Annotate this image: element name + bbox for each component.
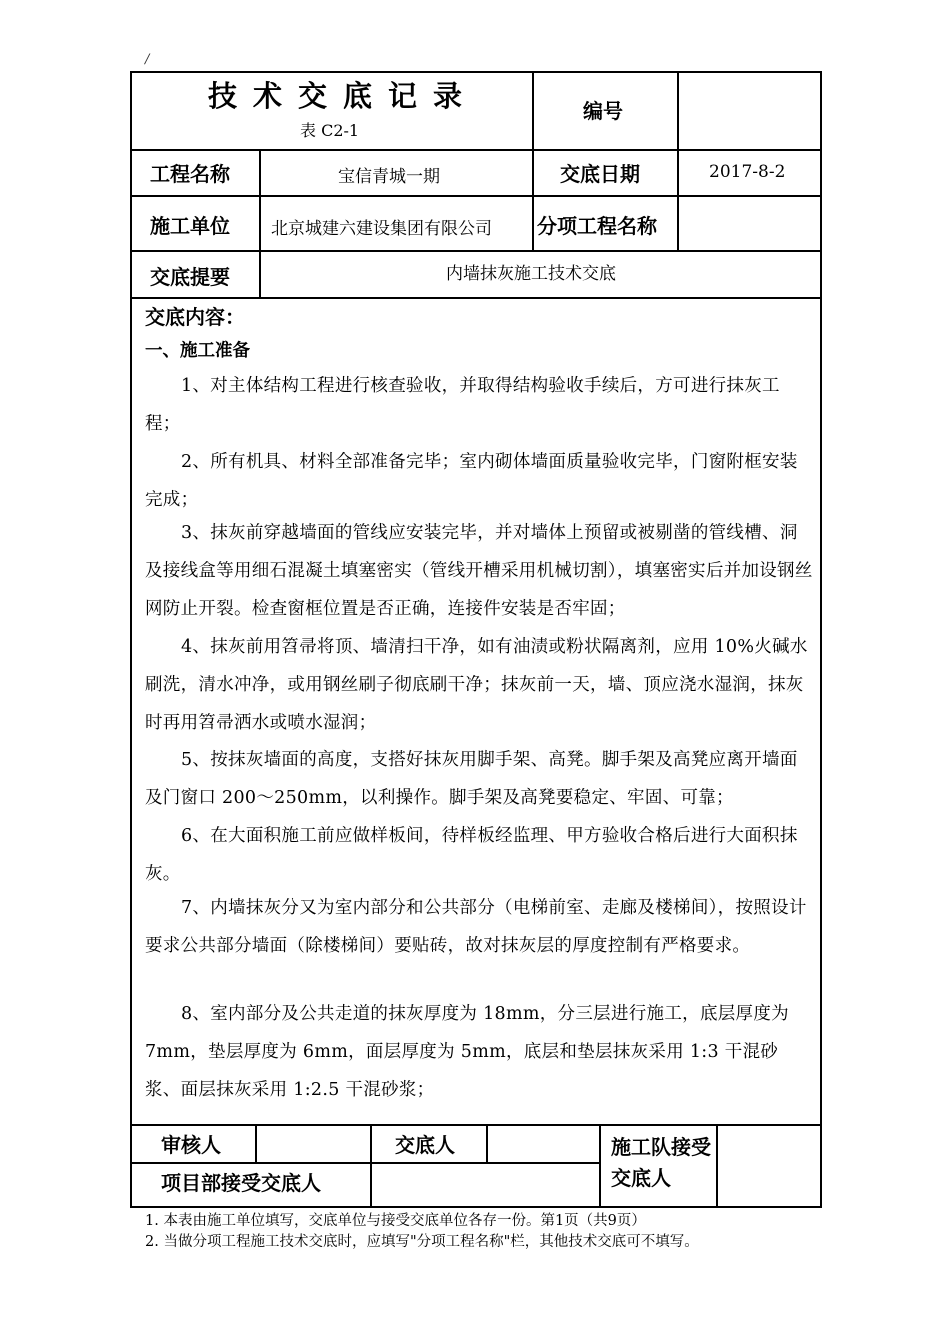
contractor-value: 北京城建六建设集团有限公司 bbox=[271, 219, 492, 239]
section-heading: 一、施工准备 bbox=[145, 341, 250, 361]
corner-mark: / bbox=[145, 52, 150, 67]
project-name-value: 宝信青城一期 bbox=[338, 167, 440, 187]
number-label: 编号 bbox=[583, 99, 623, 123]
summary-value: 内墙抹灰施工技术交底 bbox=[446, 264, 616, 284]
paragraph-6: 6、在大面积施工前应做样板间，待样板经监理、甲方验收合格后进行大面积抹灰。 bbox=[145, 826, 798, 884]
paragraph-3: 3、抹灰前穿越墙面的管线应安装完毕，并对墙体上预留或被剔凿的管线槽、洞及接线盒等用细石混凝土填塞密实（管线开槽采用机械切割），填塞密实后并加设钢丝网防止开裂。检查窗框位置是否正确，连接件安装是否牢固； bbox=[145, 523, 813, 619]
paragraph-1: 1、对主体结构工程进行核查验收，并取得结构验收手续后，方可进行抹灰工程； bbox=[145, 376, 780, 434]
paragraph-5: 5、按抹灰墙面的高度，支搭好抹灰用脚手架、高凳。脚手架及高凳应离开墙面及门窗口 200～250mm，以利操作。脚手架及高凳要稳定、牢固、可靠； bbox=[145, 750, 798, 808]
team-label: 施工队接受交底人 bbox=[611, 1135, 711, 1190]
project-name-label: 工程名称 bbox=[150, 162, 230, 186]
date-value: 2017-8-2 bbox=[709, 162, 786, 182]
note-2: 2. 当做分项工程施工技术交底时，应填写"分项工程名称"栏，其他技术交底可不填写。 bbox=[145, 1234, 699, 1250]
presenter-label: 交底人 bbox=[395, 1133, 455, 1157]
dept-label: 项目部接受交底人 bbox=[161, 1171, 321, 1195]
contractor-label: 施工单位 bbox=[150, 214, 230, 238]
paragraph-8: 8、室内部分及公共走道的抹灰厚度为 18mm，分三层进行施工，底层厚度为 7mm，垫层厚度为 6mm，面层厚度为 5mm，底层和垫层抹灰采用 1:3 干混砂浆、面层抹灰采用 1:2.5 干混砂浆； bbox=[145, 1004, 789, 1100]
paragraph-2: 2、所有机具、材料全部准备完毕；室内砌体墙面质量验收完毕，门窗附框安装完成； bbox=[145, 452, 798, 510]
date-label: 交底日期 bbox=[560, 162, 640, 186]
paragraph-4: 4、抹灰前用笤帚将顶、墙清扫干净，如有油渍或粉状隔离剂，应用 10%火碱水刷洗，清水冲净，或用钢丝刷子彻底刷干净；抹灰前一天，墙、顶应浇水湿润，抹灰时再用笤帚洒水或喷水湿润； bbox=[145, 637, 808, 733]
summary-label: 交底提要 bbox=[150, 265, 230, 289]
form-title: 技术交底记录 bbox=[208, 79, 479, 113]
form-code: 表 C2-1 bbox=[300, 121, 360, 140]
note-1: 1. 本表由施工单位填写，交底单位与接受交底单位各存一份。第1页（共9页） bbox=[145, 1213, 646, 1229]
reviewer-label: 审核人 bbox=[161, 1133, 221, 1157]
paragraph-7: 7、内墙抹灰分又为室内部分和公共部分（电梯前室、走廊及楼梯间），按照设计要求公共部分墙面（除楼梯间）要贴砖，故对抹灰层的厚度控制有严格要求。 bbox=[145, 898, 807, 956]
content-heading: 交底内容： bbox=[145, 305, 245, 329]
subproject-label: 分项工程名称 bbox=[537, 214, 657, 238]
